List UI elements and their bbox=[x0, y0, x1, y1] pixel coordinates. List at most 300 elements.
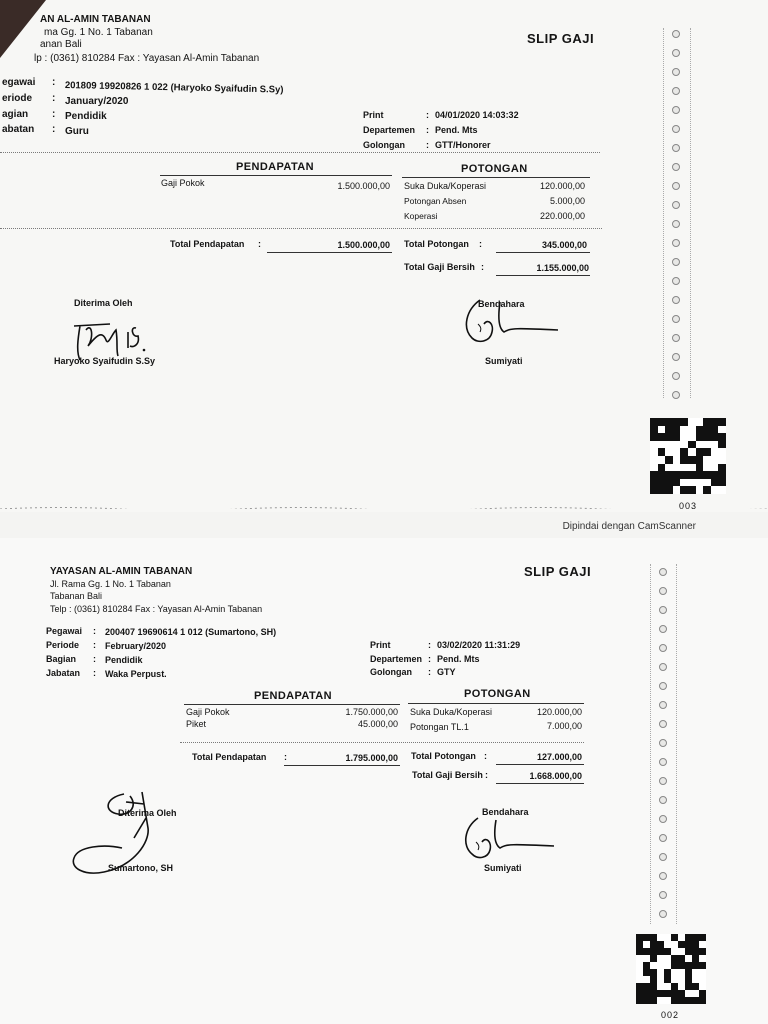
qr-module bbox=[643, 955, 650, 962]
earnings-heading: PENDAPATAN bbox=[236, 161, 314, 173]
heading-rule bbox=[184, 704, 400, 705]
qr-module bbox=[685, 976, 692, 983]
deduction-name: Suka Duka/Koperasi bbox=[404, 181, 487, 191]
deduction-amount: 120.000,00 bbox=[539, 181, 585, 191]
qr-module bbox=[673, 471, 681, 479]
qr-module bbox=[718, 441, 726, 449]
qr-module bbox=[696, 448, 704, 456]
net-pay-label: Total Gaji Bersih bbox=[404, 262, 475, 272]
qr-module bbox=[718, 418, 726, 426]
qr-module bbox=[696, 479, 704, 487]
qr-module bbox=[643, 976, 650, 983]
total-rule bbox=[284, 765, 400, 766]
heading-rule bbox=[402, 177, 590, 178]
qr-module bbox=[685, 934, 692, 941]
colon: : bbox=[479, 239, 482, 249]
qr-module bbox=[636, 948, 643, 955]
qr-module bbox=[658, 464, 666, 472]
total-rule bbox=[496, 764, 584, 765]
qr-module bbox=[657, 948, 664, 955]
qr-module bbox=[664, 983, 671, 990]
qr-module bbox=[678, 990, 685, 997]
qr-module bbox=[671, 948, 678, 955]
perforation-hole bbox=[659, 910, 667, 918]
qr-module bbox=[664, 934, 671, 941]
separator bbox=[0, 228, 602, 229]
qr-module bbox=[688, 426, 696, 434]
field-colon: : bbox=[52, 109, 56, 120]
perforation-hole bbox=[672, 258, 680, 266]
qr-module bbox=[665, 479, 673, 487]
qr-module bbox=[657, 976, 664, 983]
perforation-hole bbox=[659, 796, 667, 804]
net-pay-value: 1.155.000,00 bbox=[536, 263, 589, 273]
qr-module bbox=[658, 479, 666, 487]
org-name: AN AL-AMIN TABANAN bbox=[40, 14, 151, 25]
qr-module bbox=[680, 448, 688, 456]
perforation-hole bbox=[659, 568, 667, 576]
qr-module bbox=[703, 486, 711, 494]
qr-module bbox=[643, 969, 650, 976]
qr-module bbox=[664, 962, 671, 969]
colon: : bbox=[258, 239, 261, 249]
qr-module bbox=[658, 448, 666, 456]
net-pay-value: 1.668.000,00 bbox=[529, 771, 582, 781]
qr-module bbox=[678, 976, 685, 983]
field-colon: : bbox=[93, 626, 96, 636]
perforation-hole bbox=[659, 758, 667, 766]
qr-module bbox=[665, 464, 673, 472]
perforation-holes bbox=[672, 30, 680, 410]
earning-amount: 45.000,00 bbox=[357, 719, 398, 729]
meta-value-golongan: GTY bbox=[437, 667, 456, 677]
perforation-hole bbox=[672, 163, 680, 171]
qr-module bbox=[685, 990, 692, 997]
org-address-line2: anan Bali bbox=[40, 39, 82, 50]
perforation-hole bbox=[659, 701, 667, 709]
qr-module bbox=[699, 976, 706, 983]
perforation-hole bbox=[659, 739, 667, 747]
qr-module bbox=[650, 990, 657, 997]
qr-module bbox=[658, 471, 666, 479]
qr-code bbox=[636, 934, 706, 1004]
heading-rule bbox=[160, 175, 392, 176]
total-deductions-label: Total Potongan bbox=[404, 239, 469, 249]
perforation-hole bbox=[659, 853, 667, 861]
qr-module bbox=[685, 962, 692, 969]
field-label-jabatan: Jabatan bbox=[46, 668, 81, 678]
perforation-hole bbox=[659, 872, 667, 880]
qr-module bbox=[711, 433, 719, 441]
deduction-name: Koperasi bbox=[404, 211, 438, 221]
perforation-hole bbox=[659, 891, 667, 899]
meta-colon: : bbox=[426, 140, 429, 150]
page-number: 003 bbox=[679, 501, 698, 511]
qr-module bbox=[650, 418, 658, 426]
field-value-bagian: Pendidik bbox=[65, 111, 107, 122]
qr-module bbox=[688, 448, 696, 456]
qr-module bbox=[685, 969, 692, 976]
perforation-hole bbox=[672, 372, 680, 380]
perforation-hole bbox=[672, 30, 680, 38]
qr-module bbox=[658, 486, 666, 494]
deduction-amount: 5.000,00 bbox=[549, 196, 585, 206]
perforation-hole bbox=[672, 391, 680, 399]
qr-module bbox=[658, 433, 666, 441]
qr-module bbox=[688, 441, 696, 449]
perforation-hole bbox=[672, 49, 680, 57]
qr-module bbox=[650, 962, 657, 969]
qr-module bbox=[678, 962, 685, 969]
field-colon: : bbox=[52, 77, 56, 88]
qr-module bbox=[692, 955, 699, 962]
received-by-label: Diterima Oleh bbox=[74, 298, 133, 308]
perforation-hole bbox=[659, 644, 667, 652]
meta-label-print: Print bbox=[370, 640, 391, 650]
qr-module bbox=[671, 955, 678, 962]
deduction-name: Suka Duka/Koperasi bbox=[410, 707, 493, 717]
earning-name: Piket bbox=[186, 719, 207, 729]
qr-module bbox=[658, 418, 666, 426]
colon: : bbox=[485, 770, 488, 780]
perforation-hole bbox=[659, 682, 667, 690]
field-label-periode: Periode bbox=[46, 640, 80, 650]
org-contact: Telp : (0361) 810284 Fax : Yayasan Al-Amin Tabanan bbox=[50, 604, 263, 614]
field-label-periode: eriode bbox=[2, 93, 33, 104]
field-value-jabatan: Guru bbox=[65, 126, 89, 137]
qr-module bbox=[696, 433, 704, 441]
qr-module bbox=[688, 471, 696, 479]
total-earnings-value: 1.500.000,00 bbox=[337, 240, 390, 250]
qr-module bbox=[636, 934, 643, 941]
qr-module bbox=[643, 941, 650, 948]
deduction-amount: 220.000,00 bbox=[539, 211, 585, 221]
qr-module bbox=[673, 456, 681, 464]
qr-module bbox=[665, 456, 673, 464]
qr-module bbox=[671, 983, 678, 990]
total-deductions-value: 345.000,00 bbox=[541, 240, 587, 250]
total-earnings-label: Total Pendapatan bbox=[170, 239, 245, 249]
qr-module bbox=[673, 433, 681, 441]
field-colon: : bbox=[52, 124, 56, 135]
received-by-label: Diterima Oleh bbox=[118, 808, 177, 818]
qr-module bbox=[658, 441, 666, 449]
qr-module bbox=[664, 948, 671, 955]
field-colon: : bbox=[93, 640, 96, 650]
qr-module bbox=[650, 969, 657, 976]
qr-module bbox=[673, 479, 681, 487]
field-label-bagian: Bagian bbox=[46, 654, 77, 664]
qr-module bbox=[650, 941, 657, 948]
perforation-hole bbox=[659, 720, 667, 728]
perforation-hole bbox=[672, 239, 680, 247]
field-colon: : bbox=[93, 668, 96, 678]
qr-module bbox=[643, 997, 650, 1004]
qr-module bbox=[671, 990, 678, 997]
perforation-hole bbox=[659, 815, 667, 823]
qr-code bbox=[650, 418, 726, 494]
qr-module bbox=[665, 448, 673, 456]
meta-value-print: 04/01/2020 14:03:32 bbox=[435, 110, 519, 120]
qr-module bbox=[703, 456, 711, 464]
deduction-amount: 7.000,00 bbox=[546, 721, 582, 731]
qr-module bbox=[636, 955, 643, 962]
qr-module bbox=[665, 471, 673, 479]
qr-module bbox=[685, 948, 692, 955]
qr-module bbox=[636, 990, 643, 997]
treasurer-signature bbox=[460, 298, 560, 348]
treasurer-name: Sumiyati bbox=[485, 356, 523, 366]
slip-title: SLIP GAJI bbox=[527, 31, 595, 46]
qr-module bbox=[664, 976, 671, 983]
earning-amount: 1.750.000,00 bbox=[345, 707, 398, 717]
qr-module bbox=[636, 969, 643, 976]
qr-module bbox=[678, 983, 685, 990]
qr-module bbox=[688, 479, 696, 487]
qr-module bbox=[671, 969, 678, 976]
qr-module bbox=[665, 486, 673, 494]
perforation-hole bbox=[672, 144, 680, 152]
perforation-line bbox=[676, 564, 677, 924]
qr-module bbox=[699, 941, 706, 948]
qr-module bbox=[688, 486, 696, 494]
qr-module bbox=[711, 464, 719, 472]
qr-module bbox=[650, 479, 658, 487]
perforation-hole bbox=[672, 201, 680, 209]
colon: : bbox=[484, 751, 487, 761]
deduction-amount: 120.000,00 bbox=[536, 707, 582, 717]
qr-module bbox=[643, 983, 650, 990]
net-pay-label: Total Gaji Bersih bbox=[412, 770, 483, 780]
treasurer-label: Bendahara bbox=[482, 807, 529, 817]
deductions-heading: POTONGAN bbox=[461, 163, 528, 175]
perforation-hole bbox=[659, 834, 667, 842]
qr-module bbox=[657, 955, 664, 962]
perforation-line bbox=[690, 28, 691, 398]
qr-module bbox=[718, 486, 726, 494]
qr-module bbox=[699, 997, 706, 1004]
total-earnings-label: Total Pendapatan bbox=[192, 752, 267, 762]
qr-module bbox=[636, 997, 643, 1004]
qr-module bbox=[671, 962, 678, 969]
meta-label-print: Print bbox=[363, 110, 384, 120]
qr-module bbox=[673, 464, 681, 472]
qr-module bbox=[664, 969, 671, 976]
qr-module bbox=[650, 955, 657, 962]
qr-module bbox=[650, 976, 657, 983]
qr-module bbox=[678, 955, 685, 962]
qr-module bbox=[685, 955, 692, 962]
perforation-hole bbox=[659, 663, 667, 671]
treasurer-signature bbox=[460, 816, 560, 864]
qr-module bbox=[643, 990, 650, 997]
earning-name: Gaji Pokok bbox=[186, 707, 230, 717]
qr-module bbox=[688, 456, 696, 464]
field-colon: : bbox=[93, 654, 96, 664]
qr-module bbox=[680, 486, 688, 494]
qr-module bbox=[692, 948, 699, 955]
perforation-hole bbox=[659, 587, 667, 595]
qr-module bbox=[699, 934, 706, 941]
scan-gap bbox=[0, 512, 768, 538]
qr-module bbox=[685, 941, 692, 948]
qr-module bbox=[671, 997, 678, 1004]
perforation-hole bbox=[672, 277, 680, 285]
qr-module bbox=[711, 471, 719, 479]
perforation-hole bbox=[672, 68, 680, 76]
qr-module bbox=[699, 969, 706, 976]
qr-module bbox=[650, 448, 658, 456]
qr-module bbox=[685, 997, 692, 1004]
meta-value-print: 03/02/2020 11:31:29 bbox=[437, 640, 521, 650]
net-rule bbox=[496, 275, 590, 276]
separator bbox=[180, 742, 584, 743]
total-deductions-value: 127.000,00 bbox=[536, 752, 582, 762]
qr-module bbox=[658, 456, 666, 464]
qr-module bbox=[718, 471, 726, 479]
org-address-line1: ma Gg. 1 No. 1 Tabanan bbox=[44, 27, 153, 38]
perforation-hole bbox=[659, 777, 667, 785]
qr-module bbox=[657, 962, 664, 969]
field-value-periode: February/2020 bbox=[105, 641, 167, 651]
qr-module bbox=[718, 479, 726, 487]
qr-module bbox=[650, 486, 658, 494]
qr-module bbox=[678, 997, 685, 1004]
qr-module bbox=[650, 464, 658, 472]
qr-module bbox=[678, 934, 685, 941]
perforation-holes bbox=[659, 568, 667, 929]
field-value-periode: January/2020 bbox=[65, 96, 129, 107]
deductions-heading: POTONGAN bbox=[464, 688, 531, 700]
qr-module bbox=[718, 426, 726, 434]
qr-module bbox=[664, 997, 671, 1004]
total-deductions-label: Total Potongan bbox=[411, 751, 476, 761]
qr-module bbox=[703, 426, 711, 434]
qr-module bbox=[673, 418, 681, 426]
qr-module bbox=[699, 983, 706, 990]
qr-module bbox=[657, 969, 664, 976]
qr-module bbox=[718, 456, 726, 464]
qr-module bbox=[699, 948, 706, 955]
colon: : bbox=[481, 262, 484, 272]
tear-edge bbox=[0, 506, 768, 509]
earning-amount: 1.500.000,00 bbox=[337, 181, 390, 191]
meta-value-departemen: Pend. Mts bbox=[435, 125, 478, 135]
org-address-line2: Tabanan Bali bbox=[50, 591, 103, 601]
qr-module bbox=[650, 426, 658, 434]
org-contact: lp : (0361) 810284 Fax : Yayasan Al-Amin Tabanan bbox=[34, 53, 260, 64]
qr-module bbox=[703, 441, 711, 449]
qr-module bbox=[643, 934, 650, 941]
org-address-line1: Jl. Rama Gg. 1 No. 1 Tabanan bbox=[50, 579, 171, 589]
qr-module bbox=[657, 941, 664, 948]
perforation-hole bbox=[672, 334, 680, 342]
perforation-hole bbox=[659, 625, 667, 633]
qr-module bbox=[643, 948, 650, 955]
qr-module bbox=[664, 990, 671, 997]
qr-module bbox=[699, 955, 706, 962]
qr-module bbox=[664, 955, 671, 962]
qr-module bbox=[643, 962, 650, 969]
total-rule bbox=[496, 252, 590, 253]
qr-module bbox=[696, 441, 704, 449]
field-label-jabatan: abatan bbox=[2, 124, 35, 135]
meta-colon: : bbox=[428, 654, 431, 664]
qr-module bbox=[718, 464, 726, 472]
colon: : bbox=[284, 752, 287, 762]
perforation-line bbox=[650, 564, 651, 924]
qr-module bbox=[678, 969, 685, 976]
separator bbox=[0, 152, 600, 153]
qr-module bbox=[680, 479, 688, 487]
qr-module bbox=[657, 997, 664, 1004]
qr-module bbox=[657, 934, 664, 941]
qr-module bbox=[718, 433, 726, 441]
treasurer-name: Sumiyati bbox=[484, 863, 522, 873]
perforation-hole bbox=[672, 296, 680, 304]
qr-module bbox=[692, 997, 699, 1004]
deduction-name: Potongan Absen bbox=[404, 196, 467, 206]
qr-module bbox=[650, 983, 657, 990]
qr-module bbox=[688, 433, 696, 441]
qr-module bbox=[650, 441, 658, 449]
field-label-pegawai: egawai bbox=[2, 77, 36, 88]
page-number: 002 bbox=[661, 1010, 680, 1020]
qr-module bbox=[650, 934, 657, 941]
qr-module bbox=[671, 934, 678, 941]
meta-colon: : bbox=[428, 667, 431, 677]
field-value-jabatan: Waka Perpust. bbox=[105, 669, 167, 679]
treasurer-label: Bendahara bbox=[478, 299, 525, 309]
heading-rule bbox=[408, 703, 584, 704]
qr-module bbox=[703, 471, 711, 479]
qr-module bbox=[703, 464, 711, 472]
field-value-pegawai: 200407 19690614 1 012 (Sumartono, SH) bbox=[105, 627, 277, 637]
qr-module bbox=[703, 433, 711, 441]
qr-module bbox=[692, 934, 699, 941]
qr-module bbox=[711, 426, 719, 434]
total-rule bbox=[267, 252, 392, 253]
qr-module bbox=[711, 479, 719, 487]
qr-module bbox=[685, 983, 692, 990]
qr-module bbox=[711, 456, 719, 464]
qr-module bbox=[680, 426, 688, 434]
perforation-hole bbox=[672, 220, 680, 228]
field-value-pegawai: 201809 19920826 1 022 (Haryoko Syaifudin S.Sy) bbox=[64, 80, 284, 96]
total-earnings-value: 1.795.000,00 bbox=[345, 753, 398, 763]
qr-module bbox=[680, 418, 688, 426]
qr-module bbox=[678, 948, 685, 955]
field-colon: : bbox=[52, 93, 56, 104]
qr-module bbox=[692, 990, 699, 997]
qr-module bbox=[680, 433, 688, 441]
qr-module bbox=[665, 433, 673, 441]
perforation-hole bbox=[672, 182, 680, 190]
qr-module bbox=[696, 486, 704, 494]
qr-module bbox=[718, 448, 726, 456]
qr-module bbox=[678, 941, 685, 948]
meta-colon: : bbox=[426, 110, 429, 120]
qr-module bbox=[680, 456, 688, 464]
perforation-hole bbox=[672, 87, 680, 95]
meta-value-golongan: GTT/Honorer bbox=[435, 140, 491, 150]
qr-module bbox=[665, 441, 673, 449]
qr-module bbox=[650, 433, 658, 441]
qr-module bbox=[680, 471, 688, 479]
meta-label-departemen: Departemen bbox=[363, 125, 416, 135]
field-label-bagian: agian bbox=[2, 109, 29, 120]
perforation-hole bbox=[672, 315, 680, 323]
